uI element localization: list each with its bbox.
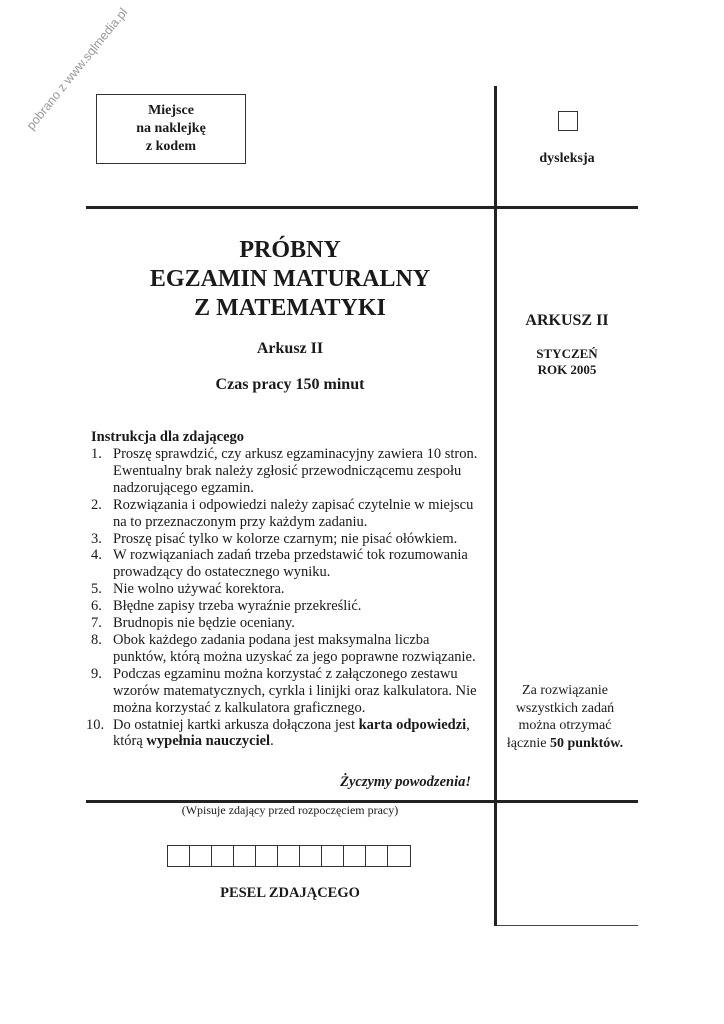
instruction-line: Rozwiązania i odpowiedzi należy zapisać czytelnie w miejscu bbox=[113, 496, 474, 513]
instruction-line: można korzystać z kalkulatora graficznego. bbox=[113, 699, 366, 716]
footer-divider bbox=[497, 925, 638, 926]
instruction-line: Brudnopis nie będzie oceniany. bbox=[113, 615, 295, 632]
exam-time: Czas pracy 150 minut bbox=[215, 376, 365, 393]
instruction-line: Ewentualny brak należy zgłosić przewodniczącemu zespołu bbox=[113, 462, 462, 479]
pesel-digit-box[interactable] bbox=[278, 846, 300, 866]
instruction-line: wzorów matematycznych, cyrkla i linijki oraz kalkulatora. Nie bbox=[113, 682, 477, 699]
instruction-item bbox=[91, 581, 491, 598]
top-divider bbox=[86, 206, 638, 209]
instruction-number: 3. bbox=[91, 530, 102, 547]
pesel-digit-box[interactable] bbox=[300, 846, 322, 866]
instruction-line bbox=[113, 733, 491, 750]
exam-date bbox=[497, 346, 637, 378]
instruction-item bbox=[91, 531, 491, 548]
instruction-number: 1. bbox=[91, 446, 102, 462]
instruction-item bbox=[91, 615, 491, 632]
pesel-input-boxes[interactable] bbox=[167, 845, 411, 867]
pesel-digit-box[interactable] bbox=[256, 846, 278, 866]
instruction-number: 7. bbox=[91, 615, 102, 632]
instruction-item bbox=[91, 497, 491, 531]
pesel-digit-box[interactable] bbox=[234, 846, 256, 866]
text-span: . bbox=[270, 733, 274, 750]
points-line bbox=[500, 735, 630, 753]
instruction-item bbox=[91, 598, 491, 615]
pesel-note: (Wpisuje zdający przed rozpoczęciem pracy) bbox=[181, 803, 399, 817]
watermark: pobrano z www.sqlmedia.pl bbox=[23, 5, 131, 133]
instruction-line: punktów, którą można uzyskać za jego poprawne rozwiązanie. bbox=[113, 648, 476, 665]
pesel-digit-box[interactable] bbox=[212, 846, 234, 866]
instruction-item bbox=[86, 716, 491, 751]
points-line: Za rozwiązanie bbox=[522, 683, 608, 698]
pesel-digit-box[interactable] bbox=[168, 846, 190, 866]
instruction-number: 10. bbox=[86, 716, 105, 733]
instruction-item bbox=[91, 446, 491, 497]
instruction-line bbox=[113, 717, 491, 734]
exam-month: STYCZEŃ bbox=[536, 346, 598, 361]
points-line: można otrzymać bbox=[518, 718, 612, 733]
sticker-line: na naklejkę bbox=[136, 121, 206, 136]
instructions-heading: Instrukcja dla zdającego bbox=[91, 429, 245, 445]
title-line: EGZAMIN MATURALNY bbox=[149, 266, 431, 292]
dyslexia-label: dysleksja bbox=[539, 151, 595, 166]
points-total: 50 punktów. bbox=[549, 735, 624, 751]
instruction-number: 5. bbox=[91, 581, 102, 598]
sticker-line: z kodem bbox=[145, 139, 197, 154]
instruction-line: Obok każdego zadania podana jest maksymalna liczba bbox=[113, 631, 430, 648]
exam-title bbox=[90, 236, 490, 323]
sticker-box bbox=[96, 94, 246, 164]
sheet-label: ARKUSZ II bbox=[525, 312, 609, 329]
teacher-emphasis: wypełnia nauczyciel bbox=[146, 733, 271, 750]
dyslexia-checkbox[interactable] bbox=[558, 111, 578, 131]
instruction-line: Proszę pisać tylko w kolorze czarnym; nie pisać ołówkiem. bbox=[113, 530, 458, 547]
text-span: , bbox=[466, 716, 470, 733]
instruction-number: 2. bbox=[91, 496, 102, 513]
instruction-item bbox=[91, 632, 491, 666]
points-line: wszystkich zadań bbox=[515, 700, 615, 716]
instruction-number: 4. bbox=[91, 547, 102, 564]
instruction-line: Błędne zapisy trzeba wyraźnie przekreślić. bbox=[113, 598, 362, 615]
instruction-line: prowadzący do ostatecznego wyniku. bbox=[113, 564, 331, 581]
title-line: Z MATEMATYKI bbox=[194, 295, 386, 321]
instruction-line: nadzorującego egzamin. bbox=[113, 479, 254, 496]
instruction-line: Proszę sprawdzić, czy arkusz egzaminacyjny zawiera 10 stron. bbox=[113, 446, 478, 462]
points-info bbox=[500, 682, 630, 752]
instruction-item bbox=[91, 666, 491, 717]
exam-year: ROK 2005 bbox=[537, 362, 597, 377]
instruction-number: 6. bbox=[91, 598, 102, 615]
sticker-line: Miejsce bbox=[148, 103, 194, 118]
title-line: PRÓBNY bbox=[239, 237, 341, 263]
exam-subtitle: Arkusz II bbox=[256, 340, 324, 357]
instruction-number: 8. bbox=[91, 631, 102, 648]
pesel-digit-box[interactable] bbox=[190, 846, 212, 866]
text-span: którą bbox=[113, 733, 147, 750]
pesel-digit-box[interactable] bbox=[344, 846, 366, 866]
pesel-digit-box[interactable] bbox=[322, 846, 344, 866]
text-span: Do ostatniej kartki arkusza dołączona jest bbox=[113, 716, 359, 733]
pesel-label: PESEL ZDAJĄCEGO bbox=[220, 885, 360, 901]
instruction-line: Podczas egzaminu można korzystać z załączonego zestawu bbox=[113, 665, 458, 682]
instruction-item bbox=[91, 547, 491, 581]
instruction-line: na to przeznaczonym przy każdym zadaniu. bbox=[113, 513, 368, 530]
text-span: łącznie bbox=[506, 735, 550, 751]
answer-card-emphasis: karta odpowiedzi bbox=[358, 716, 467, 733]
instructions-list bbox=[86, 446, 491, 750]
instruction-line: W rozwiązaniach zadań trzeba przedstawić tok rozumowania bbox=[113, 547, 468, 564]
pesel-digit-box[interactable] bbox=[388, 846, 410, 866]
instruction-line: Nie wolno używać korektora. bbox=[113, 581, 285, 598]
pesel-digit-box[interactable] bbox=[366, 846, 388, 866]
instruction-number: 9. bbox=[91, 665, 102, 682]
good-luck: Życzymy powodzenia! bbox=[340, 774, 471, 790]
